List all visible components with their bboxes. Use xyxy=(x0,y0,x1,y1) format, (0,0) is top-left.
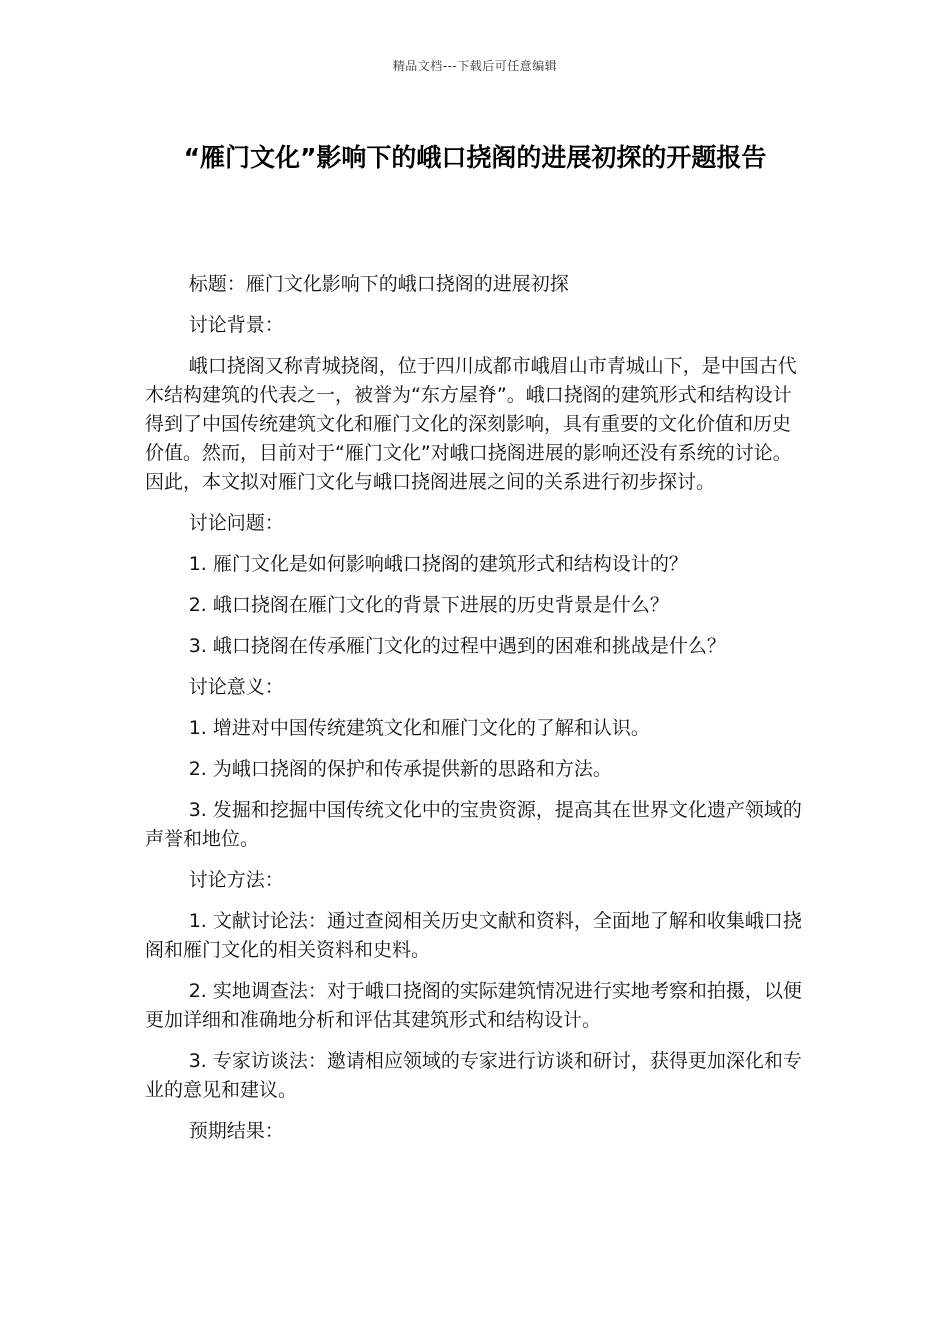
document-body xyxy=(145,270,805,1158)
list-item-question-2: 2. 峨口挠阁在雁门文化的背景下进展的历史背景是什么？ xyxy=(188,594,669,616)
section-heading-methods: 讨论方法： xyxy=(188,869,284,891)
list-item-significance-1: 1. 增进对中国传统建筑文化和雁门文化的了解和认识。 xyxy=(188,717,650,739)
list-item-significance-3: 3. 发掘和挖掘中国传统文化中的宝贵资源，提高其在世界文化遗产领域的声誉和地位。 xyxy=(145,799,802,850)
list-item-method-3: 3. 专家访谈法：邀请相应领域的专家进行访谈和研讨，获得更加深化和专业的意见和建议。 xyxy=(145,1050,802,1101)
paragraph-background: 峨口挠阁又称青城挠阁，位于四川成都市峨眉山市青城山下，是中国古代木结构建筑的代表之一，被誉为“东方屋脊”。峨口挠阁的建筑形式和结构设计得到了中国传统建筑文化和雁门文化的深刻影响，具有重要的文化价值和历史价值。然而，目前对于“雁门文化”对峨口挠阁进展的影响还没有系统的讨论。因此，本文拟对雁门文化与峨口挠阁进展之间的关系进行初步探讨。 xyxy=(145,355,797,493)
list-item-question-3: 3. 峨口挠阁在传承雁门文化的过程中遇到的困难和挑战是什么？ xyxy=(188,635,726,657)
list-item-question-1: 1. 雁门文化是如何影响峨口挠阁的建筑形式和结构设计的？ xyxy=(188,553,688,575)
page-header: 精品文档---下载后可任意编辑 xyxy=(392,59,558,73)
document-title: “雁门文化”影响下的峨口挠阁的进展初探的开题报告 xyxy=(183,143,767,172)
list-item-method-1: 1. 文献讨论法：通过查阅相关历史文献和资料，全面地了解和收集峨口挠阁和雁门文化的相关资料和史料。 xyxy=(145,910,802,961)
list-item-significance-2: 2. 为峨口挠阁的保护和传承提供新的思路和方法。 xyxy=(188,758,612,780)
list-item-method-2: 2. 实地调查法：对于峨口挠阁的实际建筑情况进行实地考察和拍摄，以便更加详细和准确地分析和评估其建筑形式和结构设计。 xyxy=(145,980,802,1031)
section-heading-expected-results: 预期结果： xyxy=(188,1120,284,1142)
paragraph-title-line: 标题：雁门文化影响下的峨口挠阁的进展初探 xyxy=(188,273,569,295)
section-heading-significance: 讨论意义： xyxy=(188,676,284,698)
section-heading-questions: 讨论问题： xyxy=(188,512,284,534)
section-heading-background: 讨论背景： xyxy=(188,314,284,336)
